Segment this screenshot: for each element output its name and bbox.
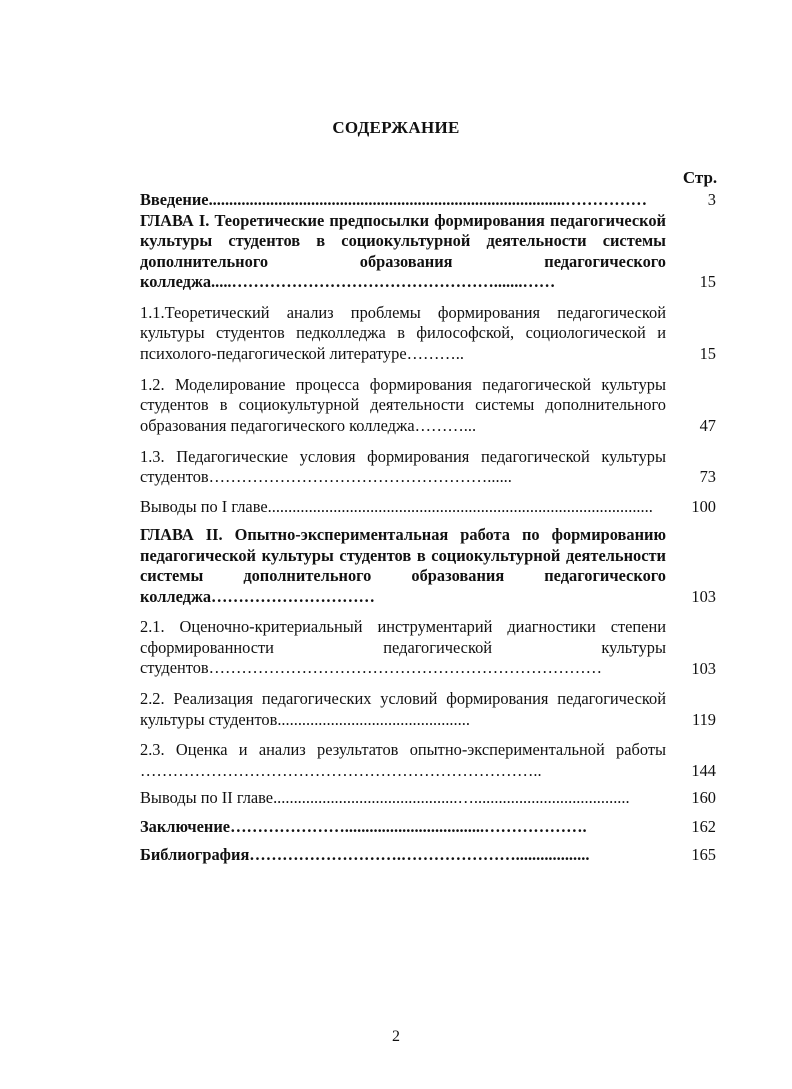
- toc-entry-page: 103: [691, 586, 716, 606]
- toc-entry-page: 165: [691, 845, 716, 864]
- toc-entry-text: Выводы по I главе..............................................................................................: [140, 496, 653, 516]
- toc-entry-text: 1.2. Моделирование процесса формирования педагогической культуры студентов в социокультурной деятельности системы дополнительного образования педагогического колледжа………...: [140, 374, 666, 435]
- toc-entry-text: 2.2. Реализация педагогических условий формирования педагогической культуры студентов...............................................: [140, 689, 666, 729]
- toc-entry-1-1[interactable]: [140, 303, 720, 365]
- toc-entry-chapter-2-conclusions[interactable]: [140, 788, 720, 809]
- toc-entry-text: 1.1.Теоретический анализ проблемы формирования педагогической культуры студентов педколледжа в философской, социологической и психолого-педагогической литературе………..: [140, 302, 666, 363]
- toc-entry-page: 47: [699, 416, 716, 435]
- toc-entry-page: 3: [707, 190, 716, 209]
- toc-entry-text: ГЛАВА I. Теоретические предпосылки формирования педагогической культуры студентов в социокультурной деятельности системы дополнительного образования педагогического колледжа.....………………………………………….......……: [140, 210, 666, 291]
- toc-entry-page: 144: [691, 760, 716, 780]
- toc-entry-text: ГЛАВА II. Опытно-экспериментальная работа по формированию педагогической культуры студентов в социокультурной деятельности системы дополнительного образования педагогического колледжа…………………………: [140, 525, 666, 606]
- toc-entry-2-3[interactable]: [140, 740, 720, 781]
- toc-entry-page: 73: [699, 467, 716, 486]
- toc-entry-chapter-1[interactable]: [140, 211, 720, 293]
- toc-entry-chapter-2[interactable]: [140, 525, 720, 607]
- toc-entry-text: Заключение…………………..................................……………….: [140, 816, 587, 836]
- toc-entry-bibliography[interactable]: [140, 845, 720, 866]
- toc-entry-page: 160: [691, 788, 716, 807]
- toc-entry-page: 100: [691, 496, 716, 516]
- toc-entry-2-2[interactable]: [140, 689, 720, 730]
- toc-entry-text: 1.3. Педагогические условия формирования педагогической культуры студентов……………………………………………......: [140, 446, 666, 486]
- toc-entry-1-2[interactable]: [140, 375, 720, 437]
- toc-entry-page: 103: [691, 658, 716, 678]
- toc-entry-text: 2.1. Оценочно-критериальный инструментарий диагностики степени сформированности педагогической культуры студентов………………………………………………………………: [140, 617, 666, 677]
- toc-entry-page: 15: [699, 272, 716, 291]
- toc-entry-text: Библиография……………………….…………………..................: [140, 845, 590, 864]
- toc-entry-page: 162: [691, 816, 716, 836]
- toc-entry-text: Введение.......................................................................................……………: [140, 190, 648, 209]
- toc-entry-text: Выводы по II главе.............................................…......................................: [140, 788, 630, 807]
- toc-entry-1-3[interactable]: [140, 447, 720, 488]
- toc-entry-2-1[interactable]: [140, 617, 720, 679]
- page-title: СОДЕРЖАНИЕ: [332, 118, 460, 137]
- toc-entry-chapter-1-conclusions[interactable]: [140, 497, 720, 518]
- toc-entry-conclusion[interactable]: [140, 817, 720, 838]
- page-column-header: Стр.: [682, 168, 718, 187]
- toc-entry-text: 2.3. Оценка и анализ результатов опытно-экспериментальной работы ………………………………………………………………..: [140, 740, 666, 780]
- table-of-contents: [140, 190, 720, 866]
- page-number: 2: [392, 1028, 400, 1045]
- toc-entry-page: 119: [692, 709, 716, 729]
- toc-entry-page: 15: [699, 344, 716, 363]
- toc-entry-introduction[interactable]: [140, 190, 720, 211]
